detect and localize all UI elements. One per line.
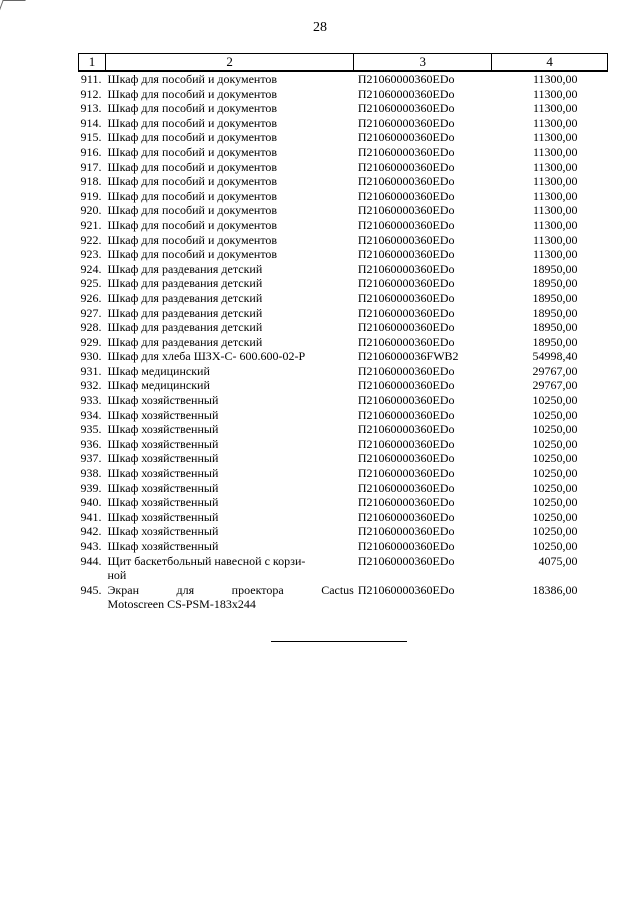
closing-rule [271,641,407,642]
row-number: 926. [80,290,102,305]
row-number: 945. [80,582,102,597]
row-number: 942. [80,524,102,539]
item-code: П21060000360EDo [357,363,455,378]
item-price: 54998,40 [532,349,578,364]
item-code: П21060000360EDo [357,174,455,189]
table-row [79,335,608,350]
item-name: Шкаф хозяйственный [107,495,219,510]
table-row [79,393,608,408]
item-name: Шкаф медицинский [107,378,210,393]
item-price: 18950,00 [532,305,578,320]
item-name-word: для [176,582,195,597]
row-number: 920. [80,203,102,218]
item-code: П21060000360EDo [357,495,455,510]
item-name: Шкаф хозяйственный [107,524,219,539]
item-price: 18950,00 [532,261,578,276]
item-name: Шкаф хозяйственный [107,509,219,524]
row-number: 943. [80,539,102,553]
table-row [79,378,608,393]
item-code: П21060000360EDo [357,451,455,466]
item-code: П21060000360EDo [357,261,455,276]
item-code: П21060000360EDo [357,203,455,218]
item-code: П21060000360EDo [357,466,455,481]
page-number: 28 [313,20,327,35]
item-name-line: Motoscreen CS-PSM-183x244 [107,597,256,612]
item-price: 18386,00 [532,582,578,597]
table-row [79,451,608,466]
table-row [79,364,608,379]
table-row [79,291,608,306]
item-name: Шкаф для пособий и документов [107,232,278,247]
table-row [79,233,608,248]
row-number: 933. [80,393,102,408]
item-name: Шкаф хозяйственный [107,466,219,481]
item-code: П21060000360EDo [357,582,455,597]
row-number: 924. [80,261,102,276]
item-name: Шкаф хозяйственный [107,451,219,466]
item-code: П21060000360EDo [357,553,455,568]
row-number: 932. [80,378,102,393]
table-row [79,247,608,262]
item-code: П21060000360EDo [357,393,455,408]
item-price: 11300,00 [532,159,578,174]
table-row [79,203,608,218]
item-price: 11300,00 [532,247,578,262]
item-name: Шкаф медицинский [107,363,210,378]
inventory-table [78,53,608,612]
item-code: П2106000036FWB2 [357,349,459,364]
table-row [79,349,608,364]
table-row [79,554,608,583]
item-price: 10250,00 [532,422,578,437]
item-code: П21060000360EDo [357,509,455,524]
header-col-1: 1 [79,54,106,72]
item-name-line: ной [107,568,127,583]
table-row [79,583,608,612]
item-price: 10250,00 [532,451,578,466]
item-name-line [107,583,353,598]
scan-corner-mark [0,0,26,15]
item-price: 11300,00 [532,72,578,86]
item-code: П21060000360EDo [357,524,455,539]
item-price: 10250,00 [532,495,578,510]
item-price: 11300,00 [532,101,578,116]
item-name-line: Щит баскетбольный навесной с корзи- [107,553,306,568]
item-name [105,554,353,583]
item-code: П21060000360EDo [357,188,455,203]
item-name: Шкаф для пособий и документов [107,130,278,145]
item-name: Шкаф для пособий и документов [107,174,278,189]
row-number: 925. [80,276,102,291]
row-number: 927. [80,305,102,320]
item-name: Шкаф хозяйственный [107,422,219,437]
item-name: Шкаф хозяйственный [107,393,219,408]
item-code: П21060000360EDo [357,247,455,262]
row-number: 916. [80,144,102,159]
item-price: 18950,00 [532,320,578,335]
item-code: П21060000360EDo [357,305,455,320]
item-name: Шкаф для пособий и документов [107,72,278,86]
table-row [79,306,608,321]
item-name: Шкаф для раздевания детский [107,261,263,276]
item-code: П21060000360EDo [357,320,455,335]
table-header-row [79,54,608,72]
item-code: П21060000360EDo [357,101,455,116]
table-row [79,276,608,291]
item-price: 4075,00 [538,553,578,568]
item-name: Шкаф хозяйственный [107,407,219,422]
header-col-4: 4 [492,54,608,72]
row-number: 930. [80,349,102,364]
item-name: Шкаф для пособий и документов [107,115,278,130]
item-name-word: Экран [107,582,139,597]
item-price: 11300,00 [532,130,578,145]
table-row [79,218,608,233]
item-price: 11300,00 [532,144,578,159]
item-name: Шкаф для пособий и документов [107,217,278,232]
item-code: П21060000360EDo [357,378,455,393]
item-code: П21060000360EDo [357,436,455,451]
table-row [79,495,608,510]
table-row [79,71,608,87]
item-name: Шкаф для пособий и документов [107,159,278,174]
item-price: 11300,00 [532,203,578,218]
row-number: 944. [80,553,102,568]
row-number: 939. [80,480,102,495]
table-row [79,422,608,437]
item-code: П21060000360EDo [357,144,455,159]
table-body [79,71,608,612]
row-number: 928. [80,320,102,335]
row-number: 921. [80,217,102,232]
item-name: Шкаф для пособий и документов [107,101,278,116]
item-price: 10250,00 [532,393,578,408]
item-name: Шкаф для раздевания детский [107,320,263,335]
row-number: 923. [80,247,102,262]
item-price: 10250,00 [532,480,578,495]
item-name: Шкаф хозяйственный [107,480,219,495]
item-price: 11300,00 [532,86,578,101]
table-row [79,116,608,131]
item-price: 18950,00 [532,290,578,305]
item-price: 10250,00 [532,466,578,481]
item-name: Шкаф для раздевания детский [107,334,263,349]
row-number: 931. [80,363,102,378]
item-name: Шкаф хозяйственный [107,539,219,553]
item-code: П21060000360EDo [357,480,455,495]
item-price: 10250,00 [532,539,578,553]
table-row [79,510,608,525]
table-row [79,101,608,116]
table-row [79,320,608,335]
item-name: Шкаф для пособий и документов [107,247,278,262]
item-code: П21060000360EDo [357,159,455,174]
row-number: 929. [80,334,102,349]
item-name-word: Cactus [321,582,354,597]
item-price: 10250,00 [532,407,578,422]
item-code: П21060000360EDo [357,115,455,130]
item-name: Шкаф для раздевания детский [107,276,263,291]
table-row [79,130,608,145]
item-name: Шкаф для пособий и документов [107,203,278,218]
table-row [79,160,608,175]
item-code: П21060000360EDo [357,539,455,553]
item-name-word: проектора [231,582,284,597]
item-code: П21060000360EDo [357,232,455,247]
item-price: 11300,00 [532,174,578,189]
row-number: 938. [80,466,102,481]
item-code: П21060000360EDo [357,276,455,291]
row-number: 935. [80,422,102,437]
table-row [79,174,608,189]
item-price: 11300,00 [532,188,578,203]
item-code: П21060000360EDo [357,86,455,101]
item-name: Шкаф для пособий и документов [107,144,278,159]
row-number: 914. [80,115,102,130]
item-code: П21060000360EDo [357,72,455,86]
table-row [79,189,608,204]
item-code: П21060000360EDo [357,130,455,145]
table-row [79,262,608,277]
table-row [79,524,608,539]
table-row [79,408,608,423]
item-name: Шкаф для пособий и документов [107,188,278,203]
item-price: 10250,00 [532,509,578,524]
table-row [79,539,608,554]
row-number: 934. [80,407,102,422]
item-price: 11300,00 [532,115,578,130]
table-row [79,87,608,102]
row-number: 918. [80,174,102,189]
row-number: 911. [80,72,102,86]
row-number: 937. [80,451,102,466]
header-col-3: 3 [354,54,492,72]
table-row [79,437,608,452]
item-name: Шкаф для раздевания детский [107,305,263,320]
item-name: Шкаф для пособий и документов [107,86,278,101]
row-number: 941. [80,509,102,524]
item-price: 18950,00 [532,276,578,291]
item-price: 10250,00 [532,436,578,451]
item-price: 11300,00 [532,232,578,247]
row-number: 912. [80,86,102,101]
table-row [79,481,608,496]
row-number: 936. [80,436,102,451]
table-row [79,145,608,160]
item-name: Шкаф хозяйственный [107,436,219,451]
item-code: П21060000360EDo [357,217,455,232]
header-col-2: 2 [105,54,353,72]
item-price: 29767,00 [532,378,578,393]
item-code: П21060000360EDo [357,290,455,305]
item-price: 10250,00 [532,524,578,539]
row-number: 917. [80,159,102,174]
table-row [79,466,608,481]
row-number: 913. [80,101,102,116]
item-code: П21060000360EDo [357,422,455,437]
row-number: 915. [80,130,102,145]
item-name: Шкаф для раздевания детский [107,290,263,305]
item-code: П21060000360EDo [357,334,455,349]
row-number: 922. [80,232,102,247]
item-price: 29767,00 [532,363,578,378]
item-price: 11300,00 [532,217,578,232]
row-number: 919. [80,188,102,203]
item-name: Шкаф для хлеба ШЗХ-С- 600.600-02-Р [107,349,306,364]
item-price: 18950,00 [532,334,578,349]
row-number: 940. [80,495,102,510]
item-code: П21060000360EDo [357,407,455,422]
item-name [105,583,353,612]
